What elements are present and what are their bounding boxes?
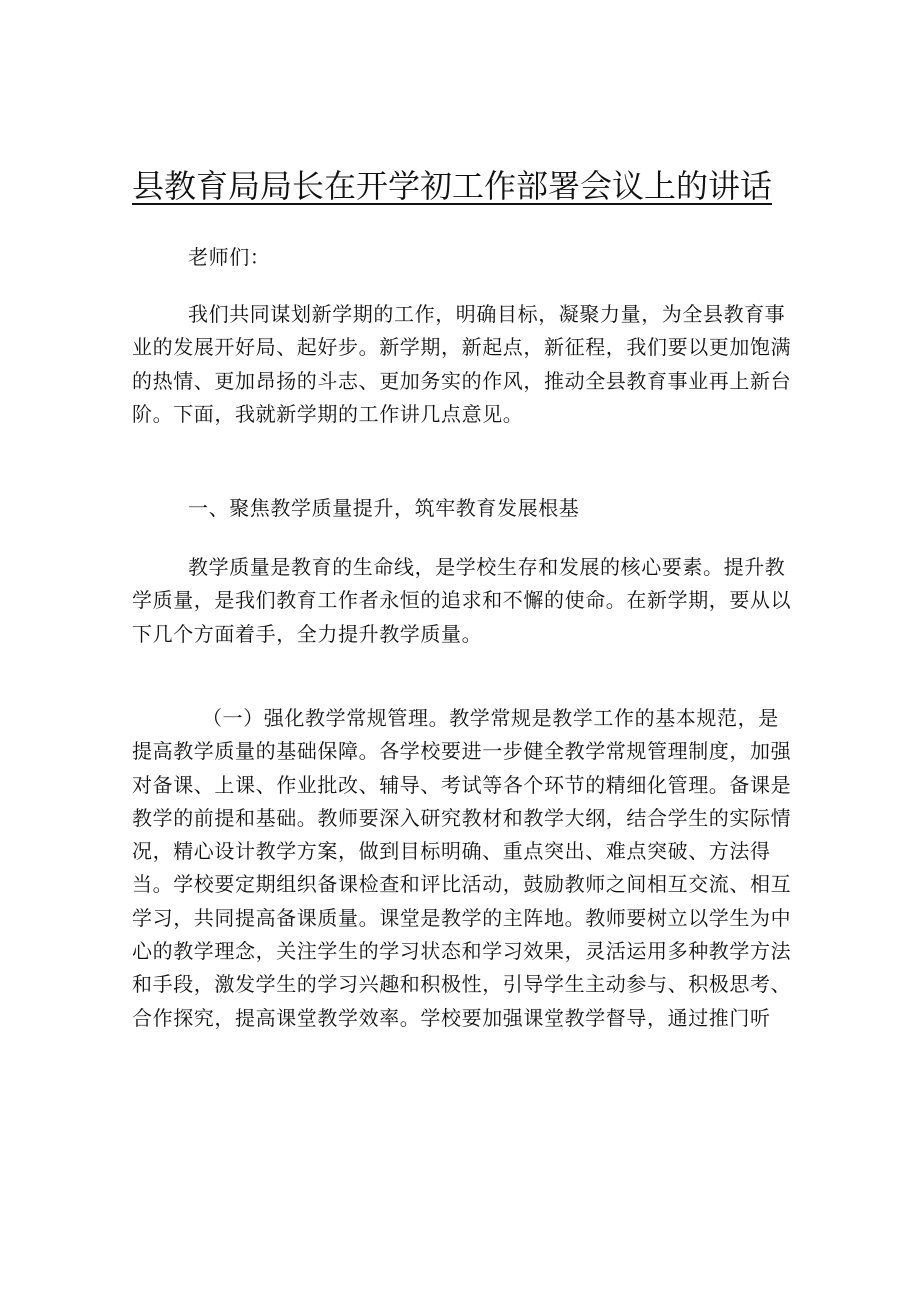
- section-heading-1: 一、聚焦教学质量提升，筑牢教育发展根基: [188, 496, 580, 520]
- paragraph-quality: 教学质量是教育的生命线，是学校生存和发展的核心要素。提升教学质量，是我们教育工作者永恒的追求和不懈的使命。在新学期，要从以下几个方面着手，全力提升教学质量。: [132, 555, 792, 646]
- paragraph-routine-management: （一）强化教学常规管理。教学常规是教学工作的基本规范，是提高教学质量的基础保障。各学校要进一步健全教学常规管理制度，加强对备课、上课、作业批改、辅导、考试等各个环节的精细化管理。备课是教学的前提和基础。教师要深入研究教材和教学大纲，结合学生的实际情况，精心设计教学方案，做到目标明确、重点突出、难点突破、方法得当。学校要定期组织备课检查和评比活动，鼓励教师之间相互交流、相互学习，共同提高备课质量。课堂是教学的主阵地。教师要树立以学生为中心的教学理念，关注学生的学习状态和学习效果，灵活运用多种教学方法和手段，激发学生的学习兴趣和积极性，引导学生主动参与、积极思考、合作探究，提高课堂教学效率。学校要加强课堂教学督导，通过推门听: [132, 706, 792, 1030]
- paragraph-intro: 我们共同谋划新学期的工作，明确目标，凝聚力量，为全县教育事业的发展开好局、起好步。新学期，新起点，新征程，我们要以更加饱满的热情、更加昂扬的斗志、更加务实的作风，推动全县教育事业再上新台阶。下面，我就新学期的工作讲几点意见。: [132, 302, 792, 426]
- salutation: 老师们：: [188, 245, 271, 269]
- document-title: 县教育局局长在开学初工作部署会议上的讲话: [132, 167, 773, 205]
